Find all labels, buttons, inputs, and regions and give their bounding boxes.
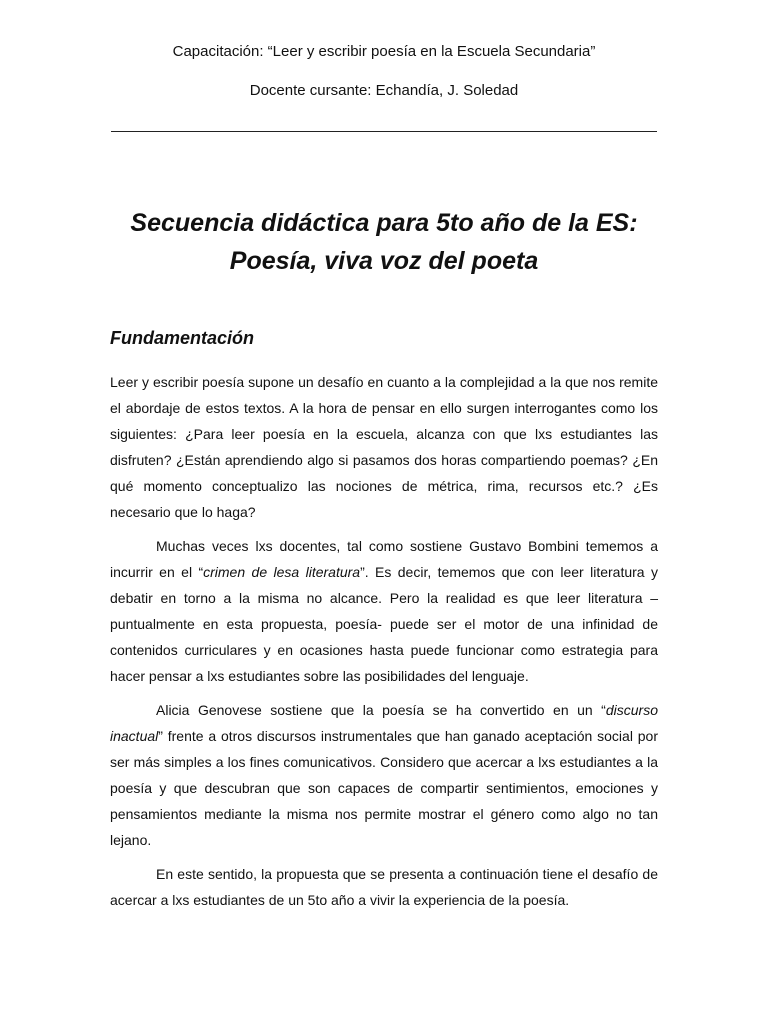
- paragraph-3-text-b: ” frente a otros discursos instrumentales que han ganado aceptación social por ser más simples a los fines comunicativos. Considero que acercar a lxs estudiantes a la poesía y que descubran que son capaces de compartir sentimientos, emociones y pensamientos mediante la misma nos permite mostrar el género como algo no tan lejano.: [110, 728, 658, 848]
- paragraph-1: Leer y escribir poesía supone un desafío en cuanto a la complejidad a la que nos remite el abordaje de estos textos. A la hora de pensar en ello surgen interrogantes como los siguientes: ¿Para leer poesía en la escuela, alcanza con que lxs estudiantes las disfruten? ¿Están aprendiendo algo si pasamos dos horas compartiendo poemas? ¿En qué momento conceptualizo las nociones de métrica, rima, recursos etc.? ¿Es necesario que lo haga?: [110, 374, 658, 520]
- document-body: [110, 369, 658, 913]
- paragraph-2-text-a: Muchas veces lxs docentes, tal como sostiene Gustavo Bombini tememos a incurrir en el “: [110, 538, 658, 580]
- document-title-line1: Secuencia didáctica para 5to año de la ES:: [130, 209, 638, 237]
- paragraph-2-text-b: ”. Es decir, tememos que con leer literatura y debatir en torno a la misma no alcance. Pero la realidad es que leer literatura –puntualmente en esta propuesta, poesía- puede ser el motor de una infinidad de contenidos curriculares y en ocasiones hasta puede funcionar como estrategia para hacer pensar a lxs estudiantes sobre las posibilidades del lenguaje.: [110, 564, 658, 684]
- paragraph-2: [110, 533, 658, 689]
- teacher-header: Docente cursante: Echandía, J. Soledad: [249, 82, 519, 99]
- paragraph-3-text-a: Alicia Genovese sostiene que la poesía se ha convertido en un “: [156, 702, 606, 718]
- paragraph-3: [110, 697, 658, 853]
- paragraph-4: En este sentido, la propuesta que se presenta a continuación tiene el desafío de acercar a lxs estudiantes de un 5to año a vivir la experiencia de la poesía.: [110, 866, 658, 908]
- header-divider: [111, 131, 657, 132]
- section-heading: Fundamentación: [110, 328, 255, 348]
- paragraph-3-emphasis: discurso inactual: [110, 702, 658, 744]
- course-header: Capacitación: “Leer y escribir poesía en la Escuela Secundaria”: [172, 43, 596, 60]
- document-title-line2: Poesía, viva voz del poeta: [229, 247, 539, 275]
- paragraph-2-emphasis: crimen de lesa literatura: [203, 564, 361, 580]
